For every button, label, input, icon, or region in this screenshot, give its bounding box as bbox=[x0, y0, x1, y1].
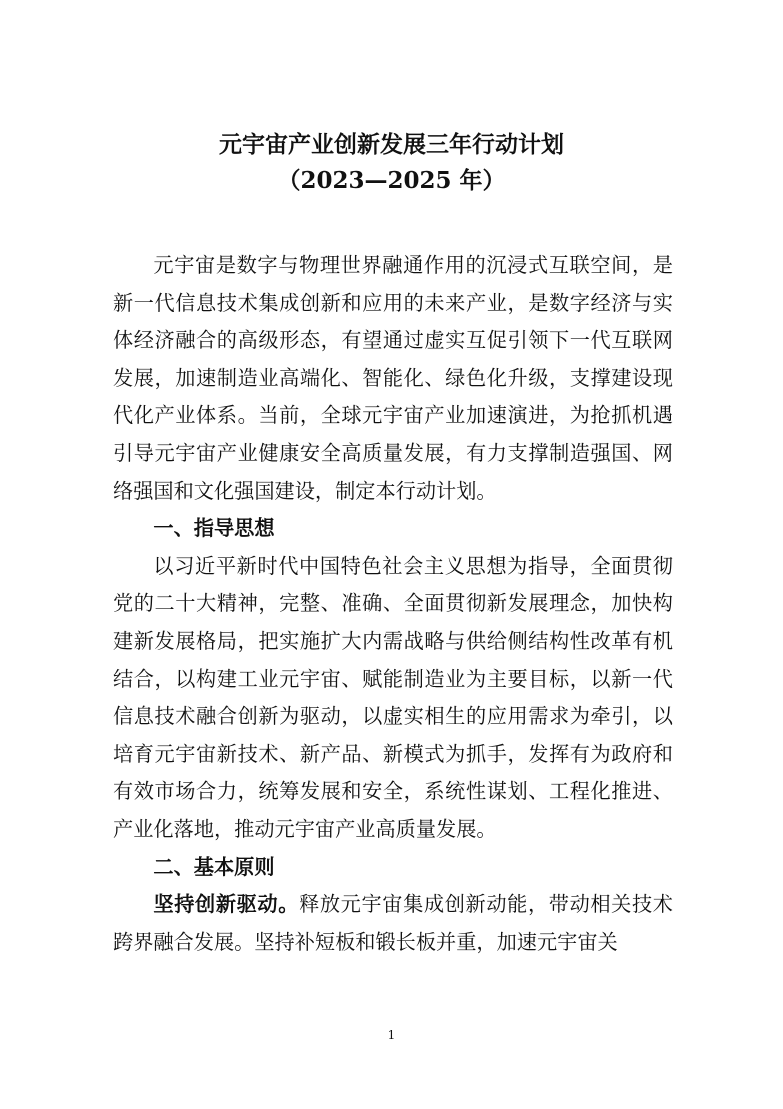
section-heading-guiding-ideology: 一、指导思想 bbox=[153, 516, 275, 541]
principle-lead-phrase: 坚持创新驱动。 bbox=[153, 892, 300, 917]
page-number: 1 bbox=[387, 1028, 396, 1042]
paragraph-principle-innovation bbox=[113, 886, 673, 961]
document-subtitle: （2023—2025 年） bbox=[277, 167, 506, 194]
paragraph-guiding-ideology: 以习近平新时代中国特色社会主义思想为指导，全面贯彻党的二十大精神，完整、准确、全面贯彻新发展理念，加快构建新发展格局，把实施扩大内需战略与供给侧结构性改革有机结合，以构建工业元宇宙、赋能制造业为主要目标，以新一代信息技术融合创新为驱动，以虚实相生的应用需求为牵引，以培育元宇宙新技术、新产品、新模式为抓手，发挥有为政府和有效市场合力，统筹发展和安全，系统性谋划、工程化推进、产业化落地，推动元宇宙产业高质量发展。 bbox=[113, 553, 673, 841]
section-heading-basic-principles: 二、基本原则 bbox=[153, 854, 275, 879]
document-body bbox=[113, 247, 673, 961]
document-title: 元宇宙产业创新发展三年行动计划 bbox=[219, 131, 564, 158]
paragraph-intro: 元宇宙是数字与物理世界融通作用的沉浸式互联空间，是新一代信息技术集成创新和应用的未来产业，是数字经济与实体经济融合的高级形态，有望通过虚实互促引领下一代互联网发展，加速制造业高端化、智能化、绿色化升级，支撑建设现代化产业体系。当前，全球元宇宙产业加速演进，为抢抓机遇引导元宇宙产业健康安全高质量发展，有力支撑制造强国、网络强国和文化强国建设，制定本行动计划。 bbox=[113, 253, 673, 503]
principle-text: 释放元宇宙集成创新动能，带动相关技术跨界融合发展。坚持补短板和锻长板并重，加速元宇宙关 bbox=[113, 892, 673, 954]
